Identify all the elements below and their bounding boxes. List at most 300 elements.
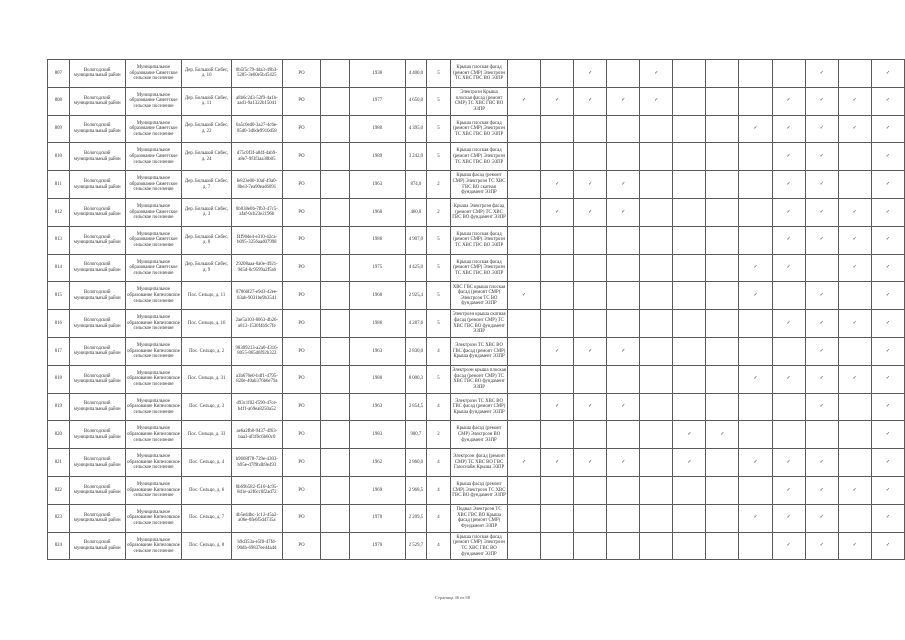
ownership-form-cell: РО <box>282 337 321 365</box>
row-number: 810 <box>48 143 70 171</box>
district-cell: Вологодский муниципальный район <box>69 476 125 504</box>
settlement-cell: Муниципальное образование Сяметское сельское поселение <box>125 60 181 88</box>
work-type-check-cell <box>541 421 574 449</box>
works-list-cell: Электроэн ТС ХВС ВО ГВС фасад (ремонт СМР) Крыша фундамент ЭЗПР <box>451 337 508 365</box>
work-type-check-cell <box>805 115 838 143</box>
district-cell: Вологодский муниципальный район <box>69 143 125 171</box>
work-type-check-cell <box>640 532 673 560</box>
floors-cell: 4 <box>426 449 450 477</box>
area-cell: 2 529,7 <box>406 532 427 560</box>
checkmark-icon: ✓ <box>588 459 593 465</box>
work-type-check-cell <box>739 226 772 254</box>
work-type-check-cell <box>508 143 541 171</box>
district-cell: Вологодский муниципальный район <box>69 310 125 338</box>
checkmark-icon: ✓ <box>522 292 527 298</box>
work-type-check-cell <box>772 226 805 254</box>
address-cell: Пос. Сельцо, д. 33 <box>182 421 232 449</box>
empty-cell <box>321 87 349 115</box>
row-number: 823 <box>48 504 70 532</box>
address-cell: Пос. Сельцо, д. 11 <box>182 282 232 310</box>
work-type-check-cell <box>838 421 871 449</box>
work-type-check-cell <box>541 143 574 171</box>
work-type-check-cell <box>673 254 706 282</box>
checkmark-icon: ✓ <box>885 126 890 132</box>
empty-cell <box>321 115 349 143</box>
district-cell: Вологодский муниципальный район <box>69 254 125 282</box>
settlement-cell: Муниципальное образование Сяметское сельское поселение <box>125 115 181 143</box>
checkmark-icon: ✓ <box>852 265 857 271</box>
checkmark-icon: ✓ <box>819 153 824 159</box>
work-type-check-cell <box>508 254 541 282</box>
area-cell: 2 830,0 <box>406 337 427 365</box>
work-type-check-cell <box>805 504 838 532</box>
work-type-check-cell <box>607 365 640 393</box>
work-type-check-cell <box>772 532 805 560</box>
floors-cell: 5 <box>426 226 450 254</box>
settlement-cell: Муниципальное образование Кипеловское сельское поселение <box>125 476 181 504</box>
work-type-check-cell <box>772 393 805 421</box>
row-number: 822 <box>48 476 70 504</box>
build-year-cell: 1968 <box>349 198 405 226</box>
works-list-cell: Крыша Электроэн фасад (ремонт СМР) ТС ХВС ГВС ВО фундамент ЭЗПР <box>451 198 508 226</box>
works-list-cell: Крыша фасад (ремонт СМР) Электроэн ТС ХВС ГВС ВО скатная фундамент ЭЗПР <box>451 171 508 199</box>
work-type-check-cell <box>838 476 871 504</box>
work-type-check-cell <box>739 504 772 532</box>
table-row <box>48 337 905 365</box>
area-cell: 4 907,0 <box>406 226 427 254</box>
guid-cell: d75c0f3f-a84f-4ab9-a8e7-9f3f3aa30b05 <box>232 143 282 171</box>
row-number: 812 <box>48 198 70 226</box>
checkmark-icon: ✓ <box>819 515 824 521</box>
works-list-cell: Электроэн крыша плоская фасад (ремонт СМР) ТС ХВС ГВС ВО фундамент ЭЗПР <box>451 365 508 393</box>
work-type-check-cell <box>772 449 805 477</box>
table-row <box>48 449 905 477</box>
district-cell: Вологодский муниципальный район <box>69 282 125 310</box>
work-type-check-cell <box>541 504 574 532</box>
checkmark-icon: ✓ <box>588 348 593 354</box>
work-type-check-cell <box>607 393 640 421</box>
work-type-check-cell <box>607 532 640 560</box>
build-year-cell: 1986 <box>349 226 405 254</box>
checkmark-icon: ✓ <box>621 209 626 215</box>
work-type-check-cell <box>607 504 640 532</box>
work-type-check-cell <box>673 282 706 310</box>
area-cell: 900,7 <box>406 421 427 449</box>
work-type-check-cell <box>673 171 706 199</box>
work-type-check-cell <box>805 171 838 199</box>
settlement-cell: Муниципальное образование Кипеловское сельское поселение <box>125 365 181 393</box>
work-type-check-cell <box>574 171 607 199</box>
work-type-check-cell <box>871 532 904 560</box>
guid-cell: d93c1f02-f590-47ce-b4f1-a69ea8250a52 <box>232 393 282 421</box>
floors-cell: 4 <box>426 504 450 532</box>
work-type-check-cell <box>508 226 541 254</box>
checkmark-icon: ✓ <box>819 292 824 298</box>
works-list-cell: Крыша плоская фасад (ремонт СМР) Электроэн ТС ХВС ГВС ВО ЭЗПР <box>451 226 508 254</box>
build-year-cell: 1963 <box>349 171 405 199</box>
work-type-check-cell <box>871 421 904 449</box>
checkmark-icon: ✓ <box>885 153 890 159</box>
build-year-cell: 1970 <box>349 532 405 560</box>
empty-cell <box>321 60 349 88</box>
work-type-check-cell <box>739 449 772 477</box>
address-cell: Пос. Сельцо, д. 16 <box>182 310 232 338</box>
address-cell: Пос. Сельцо, д. 3 <box>182 393 232 421</box>
work-type-check-cell <box>607 337 640 365</box>
settlement-cell: Муниципальное образование Сяметское сельское поселение <box>125 254 181 282</box>
district-cell: Вологодский муниципальный район <box>69 504 125 532</box>
work-type-check-cell <box>805 532 838 560</box>
work-type-check-cell <box>871 254 904 282</box>
work-type-check-cell <box>739 87 772 115</box>
table-row <box>48 226 905 254</box>
guid-cell: ae6a2fb8-9437-4f63-baa3-af1f6c6b60c0 <box>232 421 282 449</box>
settlement-cell: Муниципальное образование Сяметское сельское поселение <box>125 87 181 115</box>
work-type-check-cell <box>739 143 772 171</box>
work-type-check-cell <box>508 337 541 365</box>
work-type-check-cell <box>805 226 838 254</box>
build-year-cell: 1938 <box>349 60 405 88</box>
empty-cell <box>321 476 349 504</box>
checkmark-icon: ✓ <box>786 181 791 187</box>
floors-cell: 5 <box>426 143 450 171</box>
work-type-check-cell <box>607 476 640 504</box>
work-type-check-cell <box>541 87 574 115</box>
work-type-check-cell <box>574 254 607 282</box>
checkmark-icon: ✓ <box>885 515 890 521</box>
checkmark-icon: ✓ <box>555 98 560 104</box>
work-type-check-cell <box>508 198 541 226</box>
area-cell: 4 400,0 <box>406 60 427 88</box>
work-type-check-cell <box>706 532 739 560</box>
work-type-check-cell <box>673 532 706 560</box>
checkmark-icon: ✓ <box>753 376 758 382</box>
empty-cell <box>321 504 349 532</box>
work-type-check-cell <box>607 115 640 143</box>
checkmark-icon: ✓ <box>885 292 890 298</box>
work-type-check-cell <box>574 143 607 171</box>
work-type-check-cell <box>607 282 640 310</box>
work-type-check-cell <box>541 60 574 88</box>
address-cell: Дер. Большой Сибес, д. 16 <box>182 60 232 88</box>
work-type-check-cell <box>673 365 706 393</box>
checkmark-icon: ✓ <box>621 404 626 410</box>
table-row <box>48 198 905 226</box>
checkmark-icon: ✓ <box>588 98 593 104</box>
work-type-check-cell <box>739 532 772 560</box>
guid-cell: f4f90de4-e310-42ca-b095-3256aad07998 <box>232 226 282 254</box>
row-number: 816 <box>48 310 70 338</box>
empty-cell <box>321 171 349 199</box>
work-type-check-cell <box>640 254 673 282</box>
area-cell: 2 854,5 <box>406 393 427 421</box>
settlement-cell: Муниципальное образование Сяметское сельское поселение <box>125 143 181 171</box>
district-cell: Вологодский муниципальный район <box>69 365 125 393</box>
checkmark-icon: ✓ <box>555 181 560 187</box>
work-type-check-cell <box>739 254 772 282</box>
work-type-check-cell <box>772 365 805 393</box>
row-number: 813 <box>48 226 70 254</box>
work-type-check-cell <box>541 393 574 421</box>
work-type-check-cell <box>772 476 805 504</box>
work-type-check-cell <box>739 337 772 365</box>
work-type-check-cell <box>508 115 541 143</box>
ownership-form-cell: РО <box>282 449 321 477</box>
work-type-check-cell <box>673 226 706 254</box>
work-type-check-cell <box>838 365 871 393</box>
checkmark-icon: ✓ <box>885 487 890 493</box>
work-type-check-cell <box>673 60 706 88</box>
work-type-check-cell <box>607 60 640 88</box>
work-type-check-cell <box>871 393 904 421</box>
area-cell: 4 287,6 <box>406 310 427 338</box>
work-type-check-cell <box>607 310 640 338</box>
district-cell: Вологодский муниципальный район <box>69 532 125 560</box>
row-number: 815 <box>48 282 70 310</box>
table-row <box>48 504 905 532</box>
work-type-check-cell <box>508 365 541 393</box>
ownership-form-cell: РО <box>282 254 321 282</box>
work-type-check-cell <box>838 532 871 560</box>
work-type-check-cell <box>607 198 640 226</box>
work-type-check-cell <box>640 337 673 365</box>
guid-cell: 4b5ed4bc-1c12-45a2-a06e-0fe6f5d4735a <box>232 504 282 532</box>
checkmark-icon: ✓ <box>819 459 824 465</box>
ownership-form-cell: РО <box>282 143 321 171</box>
build-year-cell: 1970 <box>349 504 405 532</box>
empty-cell <box>321 310 349 338</box>
work-type-check-cell <box>706 171 739 199</box>
checkmark-icon: ✓ <box>588 404 593 410</box>
address-cell: Дер. Большой Сибес, д. 3 <box>182 198 232 226</box>
work-type-check-cell <box>805 282 838 310</box>
work-type-check-cell <box>838 171 871 199</box>
checkmark-icon: ✓ <box>555 209 560 215</box>
work-type-check-cell <box>739 476 772 504</box>
build-year-cell: 1980 <box>349 365 405 393</box>
work-type-check-cell <box>805 421 838 449</box>
work-type-check-cell <box>574 476 607 504</box>
work-type-check-cell <box>673 393 706 421</box>
district-cell: Вологодский муниципальный район <box>69 115 125 143</box>
empty-cell <box>321 226 349 254</box>
work-type-check-cell <box>574 310 607 338</box>
checkmark-icon: ✓ <box>786 543 791 549</box>
checkmark-icon: ✓ <box>852 487 857 493</box>
registry-table <box>47 59 905 560</box>
area-cell: 4 425,0 <box>406 254 427 282</box>
build-year-cell: 1983 <box>349 421 405 449</box>
table-row <box>48 421 905 449</box>
checkmark-icon: ✓ <box>852 209 857 215</box>
empty-cell <box>321 198 349 226</box>
work-type-check-cell <box>640 421 673 449</box>
floors-cell: 5 <box>426 282 450 310</box>
work-type-check-cell <box>805 337 838 365</box>
works-list-cell: Электроэн ТС ХВС ВО ГВС фасад (ремонт СМР) Крыша фундамент ЭЗПР <box>451 393 508 421</box>
work-type-check-cell <box>706 476 739 504</box>
work-type-check-cell <box>706 226 739 254</box>
work-type-check-cell <box>871 171 904 199</box>
checkmark-icon: ✓ <box>753 126 758 132</box>
checkmark-icon: ✓ <box>654 98 659 104</box>
settlement-cell: Муниципальное образование Кипеловское сельское поселение <box>125 393 181 421</box>
ownership-form-cell: РО <box>282 393 321 421</box>
table-row <box>48 532 905 560</box>
guid-cell: 87866f27-e9d3-42ee-83ab-9031be9b3541 <box>232 282 282 310</box>
work-type-check-cell <box>541 254 574 282</box>
work-type-check-cell <box>673 476 706 504</box>
guid-cell: 0b5f5c79-4da3-49b3-5285-3e60e5b45425 <box>232 60 282 88</box>
works-list-cell: Крыша плоская фасад (ремонт СМР) Электроэн ТС ХВС ГВС ВО ЭЗПР <box>451 143 508 171</box>
work-type-check-cell <box>871 87 904 115</box>
work-type-check-cell <box>574 393 607 421</box>
work-type-check-cell <box>739 393 772 421</box>
work-type-check-cell <box>706 337 739 365</box>
work-type-check-cell <box>805 310 838 338</box>
area-cell: 2 968,5 <box>406 476 427 504</box>
checkmark-icon: ✓ <box>786 487 791 493</box>
empty-cell <box>321 254 349 282</box>
checkmark-icon: ✓ <box>852 98 857 104</box>
work-type-check-cell <box>574 282 607 310</box>
ownership-form-cell: РО <box>282 87 321 115</box>
guid-cell: 0a5c0ed0-3a27-4c6e-85d0-3d6de9910d58 <box>232 115 282 143</box>
work-type-check-cell <box>541 337 574 365</box>
checkmark-icon: ✓ <box>819 98 824 104</box>
work-type-check-cell <box>673 310 706 338</box>
district-cell: Вологодский муниципальный район <box>69 226 125 254</box>
work-type-check-cell <box>871 449 904 477</box>
guid-cell: 2ae5a103-8663-4b26-a812-1530f4b9c7fe <box>232 310 282 338</box>
work-type-check-cell <box>607 143 640 171</box>
district-cell: Вологодский муниципальный район <box>69 337 125 365</box>
work-type-check-cell <box>574 198 607 226</box>
checkmark-icon: ✓ <box>786 459 791 465</box>
checkmark-icon: ✓ <box>786 153 791 159</box>
checkmark-icon: ✓ <box>786 320 791 326</box>
work-type-check-cell <box>574 337 607 365</box>
work-type-check-cell <box>706 310 739 338</box>
work-type-check-cell <box>508 449 541 477</box>
work-type-check-cell <box>739 310 772 338</box>
work-type-check-cell <box>805 198 838 226</box>
work-type-check-cell <box>607 421 640 449</box>
guid-cell: a8b6c2d3-52f9-4a1b-aad1-9a1322b15041 <box>232 87 282 115</box>
floors-cell: 2 <box>426 171 450 199</box>
checkmark-icon: ✓ <box>588 181 593 187</box>
checkmark-icon: ✓ <box>885 98 890 104</box>
district-cell: Вологодский муниципальный район <box>69 87 125 115</box>
ownership-form-cell: РО <box>282 504 321 532</box>
build-year-cell: 1969 <box>349 476 405 504</box>
work-type-check-cell <box>706 365 739 393</box>
work-type-check-cell <box>706 198 739 226</box>
work-type-check-cell <box>739 421 772 449</box>
checkmark-icon: ✓ <box>885 70 890 76</box>
work-type-check-cell <box>640 393 673 421</box>
checkmark-icon: ✓ <box>687 459 692 465</box>
floors-cell: 2 <box>426 198 450 226</box>
work-type-check-cell <box>541 449 574 477</box>
checkmark-icon: ✓ <box>555 459 560 465</box>
work-type-check-cell <box>673 421 706 449</box>
floors-cell: 2 <box>426 421 450 449</box>
work-type-check-cell <box>739 60 772 88</box>
work-type-check-cell <box>574 449 607 477</box>
work-type-check-cell <box>508 87 541 115</box>
work-type-check-cell <box>838 60 871 88</box>
work-type-check-cell <box>871 476 904 504</box>
guid-cell: b9668f78-739e-4303-b95e-d7f9b4b9e493 <box>232 449 282 477</box>
work-type-check-cell <box>772 87 805 115</box>
work-type-check-cell <box>574 365 607 393</box>
work-type-check-cell <box>772 60 805 88</box>
address-cell: Пос. Сельцо, д. 2 <box>182 337 232 365</box>
work-type-check-cell <box>541 226 574 254</box>
checkmark-icon: ✓ <box>885 543 890 549</box>
empty-cell <box>321 143 349 171</box>
work-type-check-cell <box>871 198 904 226</box>
work-type-check-cell <box>640 282 673 310</box>
checkmark-icon: ✓ <box>819 320 824 326</box>
work-type-check-cell <box>772 310 805 338</box>
guid-cell: fe823e00-10af-49a0-8be3-7ea90ead6091 <box>232 171 282 199</box>
floors-cell: 5 <box>426 254 450 282</box>
settlement-cell: Муниципальное образование Кипеловское сельское поселение <box>125 532 181 560</box>
work-type-check-cell <box>805 449 838 477</box>
row-number: 824 <box>48 532 70 560</box>
checkmark-icon: ✓ <box>885 348 890 354</box>
build-year-cell: 1989 <box>349 143 405 171</box>
work-type-check-cell <box>772 198 805 226</box>
work-type-check-cell <box>640 504 673 532</box>
work-type-check-cell <box>706 115 739 143</box>
work-type-check-cell <box>838 310 871 338</box>
work-type-check-cell <box>838 393 871 421</box>
work-type-check-cell <box>706 282 739 310</box>
checkmark-icon: ✓ <box>819 348 824 354</box>
work-type-check-cell <box>640 87 673 115</box>
work-type-check-cell <box>541 282 574 310</box>
ownership-form-cell: РО <box>282 60 321 88</box>
checkmark-icon: ✓ <box>621 459 626 465</box>
area-cell: 2 925,4 <box>406 282 427 310</box>
address-cell: Дер. Большой Сибес, д. 22 <box>182 115 232 143</box>
empty-cell <box>321 449 349 477</box>
settlement-cell: Муниципальное образование Кипеловское сельское поселение <box>125 282 181 310</box>
works-list-cell: Крыша фасад (ремонт СМР) Электроэн ТС ХВС ГВС ВО фундамент ЭЗПР <box>451 476 508 504</box>
work-type-check-cell <box>805 60 838 88</box>
work-type-check-cell <box>574 60 607 88</box>
checkmark-icon: ✓ <box>852 320 857 326</box>
checkmark-icon: ✓ <box>819 487 824 493</box>
floors-cell: 5 <box>426 60 450 88</box>
work-type-check-cell <box>805 87 838 115</box>
work-type-check-cell <box>871 115 904 143</box>
guid-cell: 6b69b582-f510-4c95-8d1e-a2f6cc0f2ad72 <box>232 476 282 504</box>
address-cell: Пос. Сельцо, д. 8 <box>182 532 232 560</box>
table-row <box>48 60 905 88</box>
work-type-check-cell <box>574 532 607 560</box>
build-year-cell: 1963 <box>349 337 405 365</box>
guid-cell: 29208aaa-0a0e-4921-9d5d-0c9599a2f5a6 <box>232 254 282 282</box>
ownership-form-cell: РО <box>282 310 321 338</box>
works-list-cell: Подвал Электроэн ТС ХВС ГВС ВО Крыша фасад (ремонт СМР) Фундамент ЭЗПР <box>451 504 508 532</box>
build-year-cell: 1980 <box>349 115 405 143</box>
work-type-check-cell <box>640 60 673 88</box>
settlement-cell: Муниципальное образование Кипеловское сельское поселение <box>125 504 181 532</box>
